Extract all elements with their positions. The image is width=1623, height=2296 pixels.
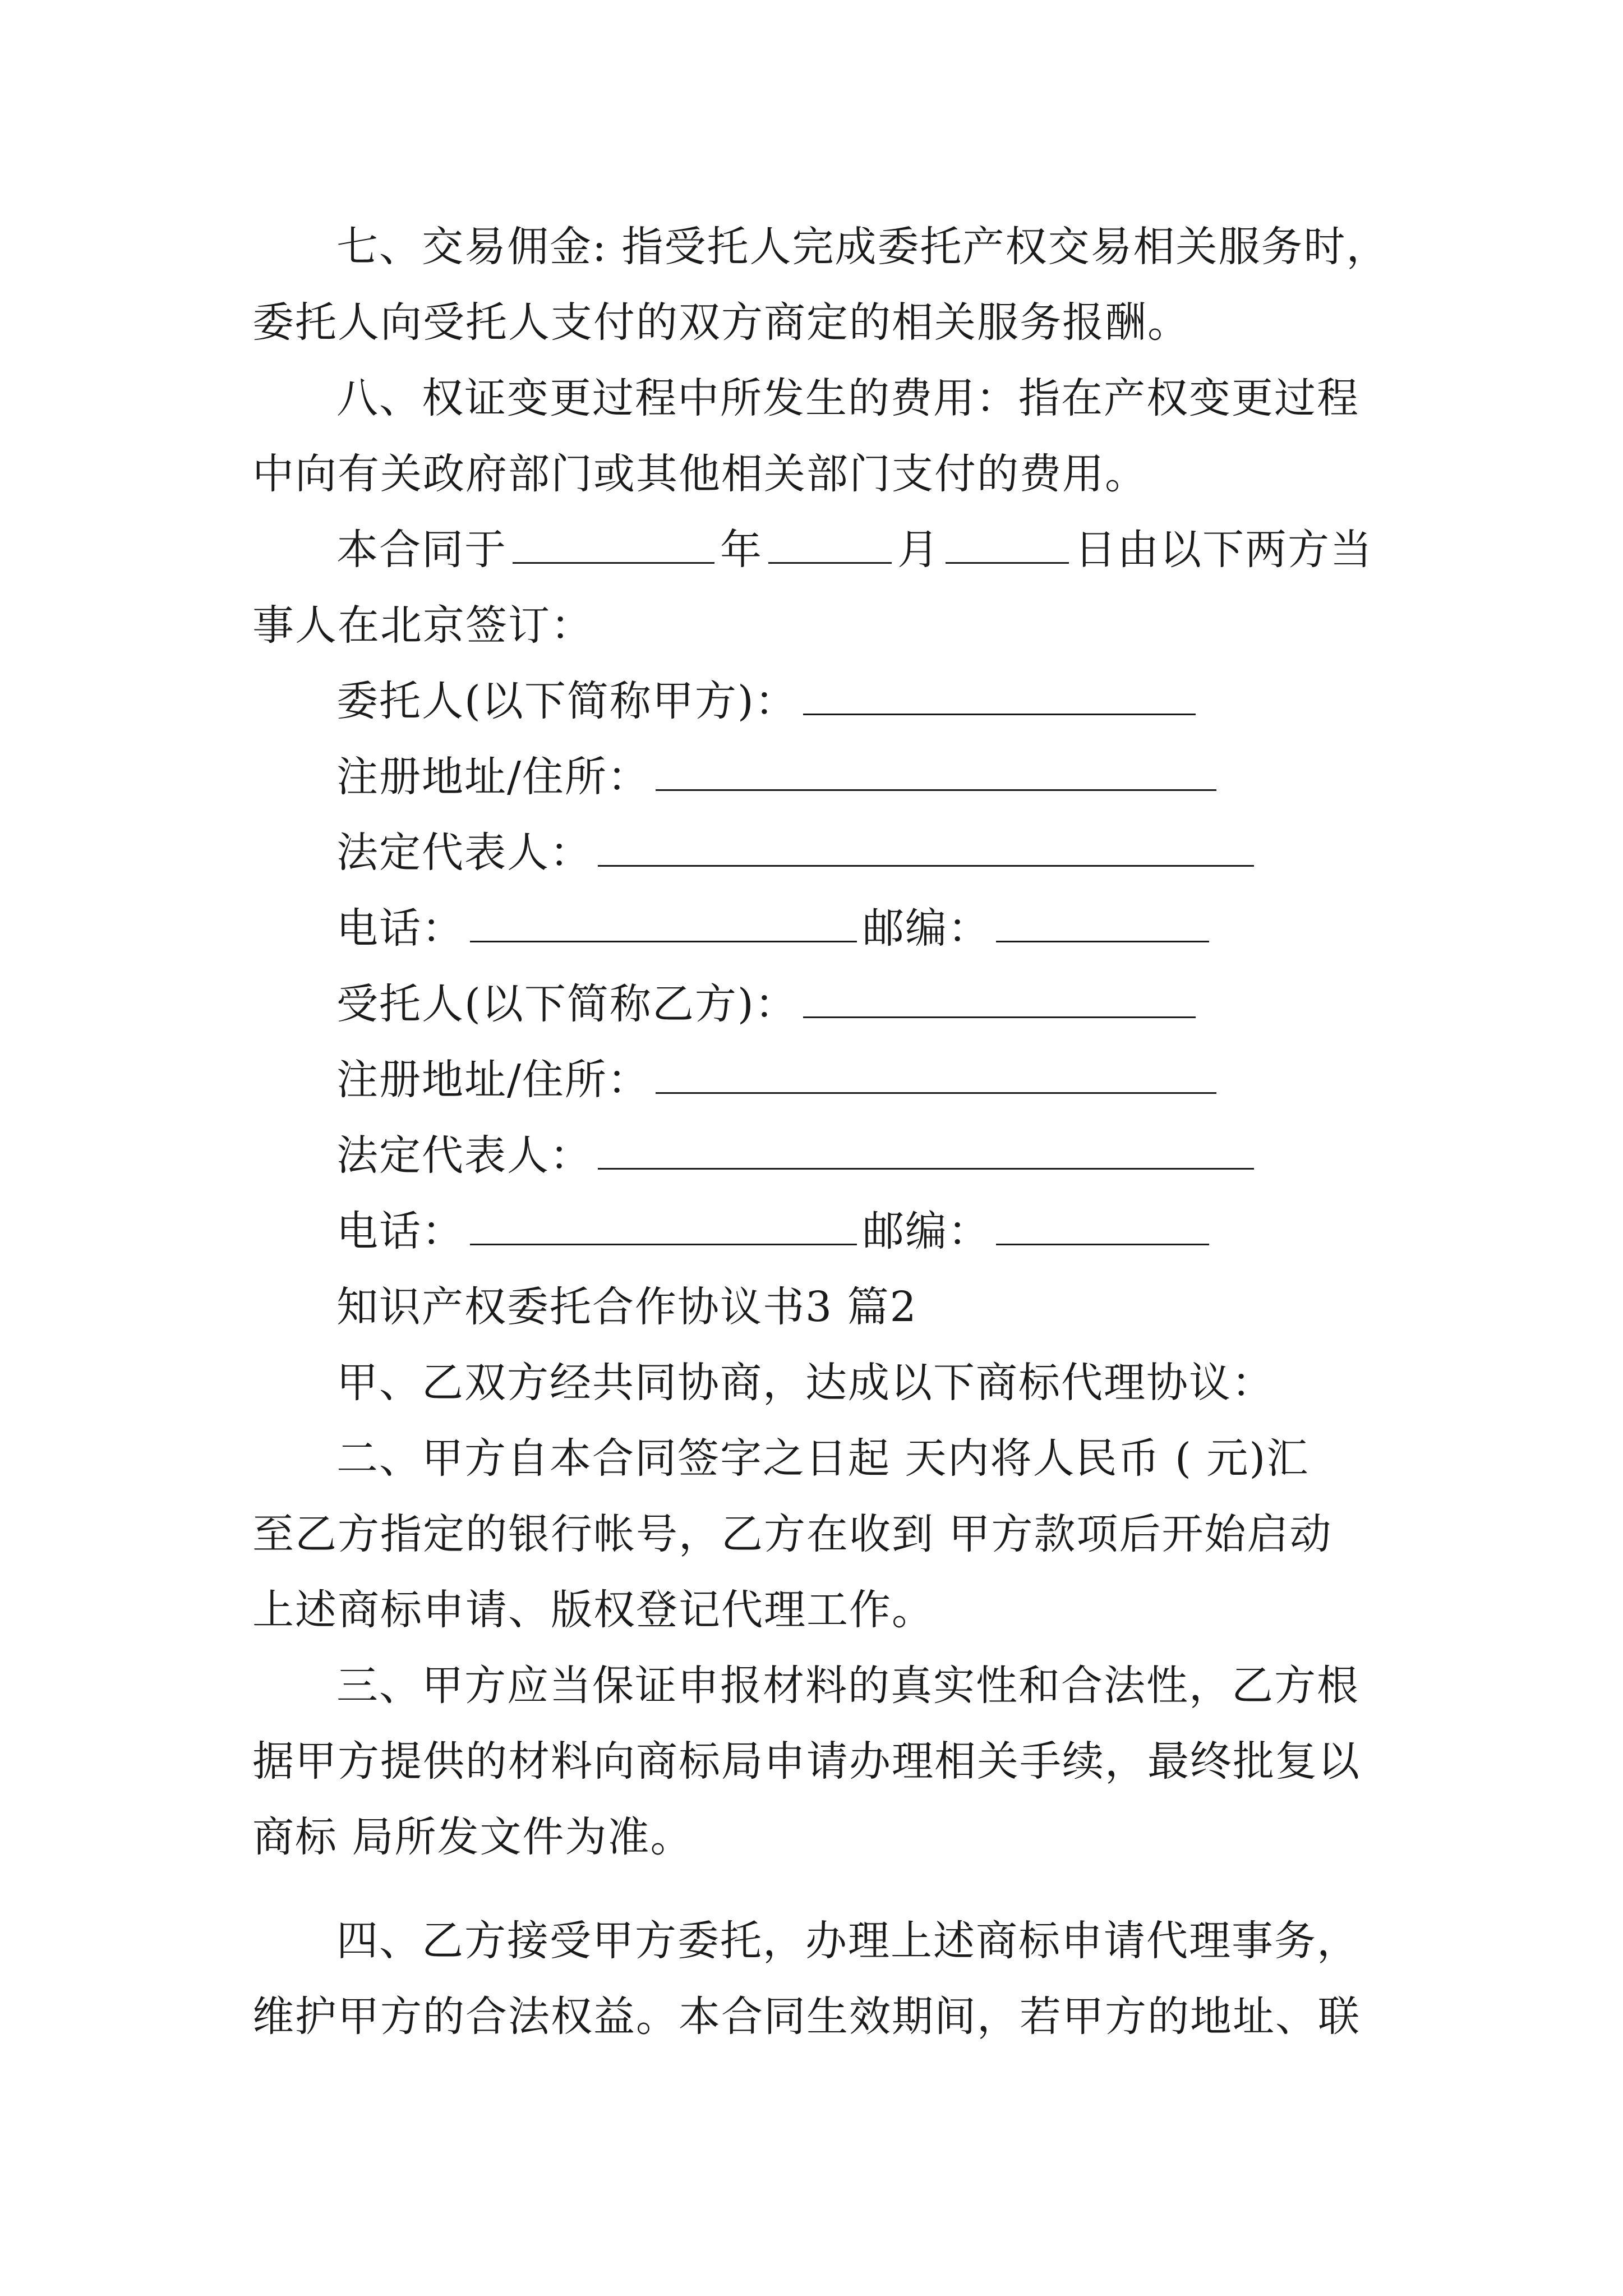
party-b-phone-label: 电话： (336, 1207, 464, 1255)
clause-8-line-2: 中向有关政府部门或其他相关部门支付的费用。 (252, 450, 1147, 498)
agreement-intro: 甲、乙双方经共同协商，达成以下商标代理协议： (336, 1359, 1274, 1407)
party-b-blank[interactable] (803, 978, 1196, 1018)
party-a-phone-blank[interactable] (470, 903, 857, 942)
clause-7-line-1: 七、交易佣金: 指受托人完成委托产权交易相关服务时， (336, 223, 1389, 271)
year-blank[interactable] (513, 524, 714, 564)
section-title: 知识产权委托合作协议书3 篇2 (336, 1283, 917, 1331)
party-b-rep-line (336, 1128, 1260, 1184)
party-a-label: 委托人(以下简称甲方)： (336, 677, 797, 725)
party-b-rep-label: 法定代表人： (336, 1131, 592, 1180)
clause-4-line-1: 四、乙方接受甲方委托，办理上述商标申请代理事务， (336, 1917, 1359, 1965)
party-a-address-line (336, 749, 1222, 805)
clause-2-line-1: 二、甲方自本合同签字之日起 天内将人民币 ( 元)汇 (336, 1434, 1310, 1483)
signing-prefix: 本合同于 (336, 526, 507, 574)
party-a-zip-blank[interactable] (996, 903, 1209, 942)
signing-date-line (336, 522, 1373, 578)
party-a-rep-line (336, 825, 1260, 881)
party-b-phone-blank[interactable] (470, 1205, 857, 1245)
party-b-zip-label: 邮编： (863, 1207, 990, 1255)
clause-2-line-3: 上述商标申请、版权登记代理工作。 (252, 1586, 934, 1634)
clause-2-line-2: 至乙方指定的银行帐号，乙方在收到 甲方款项后开始启动 (252, 1510, 1332, 1558)
clause-8-line-1: 八、权证变更过程中所发生的费用：指在产权变更过程 (336, 374, 1359, 422)
party-a-zip-label: 邮编： (863, 904, 990, 953)
party-b-address-label: 注册地址/住所： (336, 1056, 650, 1104)
clause-3-line-2: 据甲方提供的材料向商标局申请办理相关手续，最终批复以 (252, 1737, 1361, 1786)
party-a-rep-label: 法定代表人： (336, 829, 592, 877)
day-blank[interactable] (946, 524, 1069, 564)
party-a-address-blank[interactable] (656, 751, 1216, 791)
month-label: 月 (897, 526, 940, 574)
party-b-line (336, 976, 1201, 1032)
party-b-rep-blank[interactable] (598, 1130, 1254, 1170)
party-a-phone-line (336, 900, 1215, 956)
signing-line-2: 事人在北京签订： (252, 601, 593, 650)
clause-3-line-1: 三、甲方应当保证申报材料的真实性和合法性，乙方根 (336, 1662, 1359, 1710)
signing-suffix: 日由以下两方当 (1075, 526, 1373, 574)
party-a-line (336, 673, 1201, 729)
party-a-rep-blank[interactable] (598, 827, 1254, 867)
party-b-address-line (336, 1052, 1222, 1108)
month-blank[interactable] (768, 524, 892, 564)
clause-4-line-2: 维护甲方的合法权益。本合同生效期间，若甲方的地址、联 (252, 1993, 1361, 2041)
party-b-label: 受托人(以下简称乙方)： (336, 980, 797, 1028)
year-label: 年 (720, 526, 763, 574)
party-b-phone-line (336, 1203, 1215, 1259)
party-a-phone-label: 电话： (336, 904, 464, 953)
party-a-address-label: 注册地址/住所： (336, 753, 650, 801)
party-b-address-blank[interactable] (656, 1054, 1216, 1094)
clause-7-line-2: 委托人向受托人支付的双方商定的相关服务报酬。 (252, 298, 1190, 347)
party-b-zip-blank[interactable] (996, 1205, 1209, 1245)
clause-3-line-3: 商标 局所发文件为准。 (252, 1813, 693, 1861)
party-a-blank[interactable] (803, 675, 1196, 715)
